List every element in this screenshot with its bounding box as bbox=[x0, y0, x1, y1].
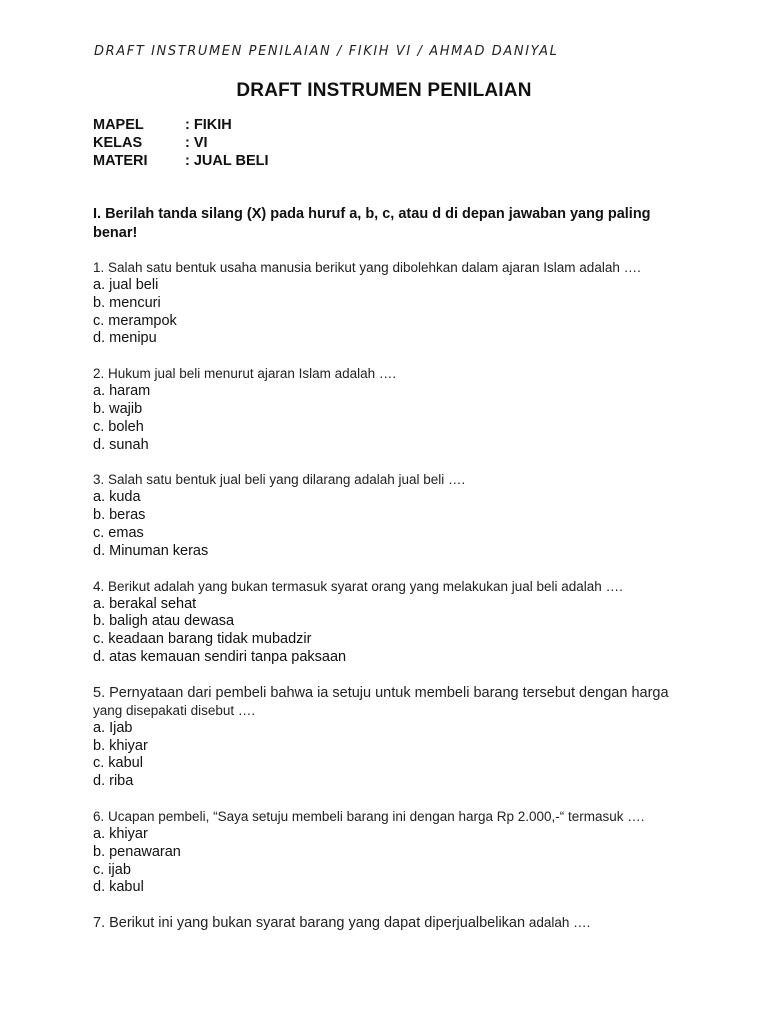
option-a: a. kuda bbox=[93, 489, 141, 506]
option-d: d. atas kemauan sendiri tanpa paksaan bbox=[93, 648, 347, 665]
option-b: b. wajib bbox=[93, 400, 143, 417]
question-text-tail: adalah …. bbox=[525, 915, 591, 931]
option-c: c. kabul bbox=[93, 755, 143, 772]
option-d: d. riba bbox=[93, 773, 134, 790]
question-2 bbox=[93, 365, 693, 454]
kelas-value: : VI bbox=[185, 135, 208, 151]
materi-label: MATERI bbox=[93, 153, 148, 169]
option-c: c. ijab bbox=[93, 861, 131, 878]
option-d: d. menipu bbox=[93, 330, 157, 347]
option-b: b. khiyar bbox=[93, 737, 148, 754]
question-text-line-2: yang disepakati disebut …. bbox=[93, 702, 256, 718]
option-c: c. keadaan barang tidak mubadzir bbox=[93, 631, 312, 648]
option-a: a. khiyar bbox=[93, 825, 148, 842]
document-title: DRAFT INSTRUMEN PENILAIAN bbox=[236, 80, 532, 101]
question-3 bbox=[93, 471, 693, 560]
question-text: 6. Ucapan pembeli, “Saya setuju membeli barang ini dengan harga Rp 2.000,-“ termasuk …. bbox=[93, 808, 645, 824]
option-a: a. haram bbox=[93, 383, 151, 400]
meta-block bbox=[93, 116, 269, 170]
materi-value: : JUAL BELI bbox=[185, 153, 269, 169]
question-text bbox=[93, 914, 693, 932]
option-a: a. Ijab bbox=[93, 719, 133, 736]
question-7 bbox=[93, 914, 693, 932]
option-d: d. sunah bbox=[93, 436, 149, 453]
option-c: c. merampok bbox=[93, 312, 177, 329]
meta-row-kelas bbox=[93, 134, 269, 152]
meta-row-materi bbox=[93, 152, 269, 170]
mapel-label: MAPEL bbox=[93, 117, 144, 133]
meta-row-mapel bbox=[93, 116, 269, 134]
option-b: b. penawaran bbox=[93, 843, 181, 860]
option-a: a. berakal sehat bbox=[93, 595, 197, 612]
question-text-line-1: 5. Pernyataan dari pembeli bahwa ia setuju untuk membeli barang tersebut dengan harga bbox=[93, 684, 669, 701]
option-b: b. baligh atau dewasa bbox=[93, 613, 235, 630]
instruction-text: I. Berilah tanda silang (X) pada huruf a, b, c, atau d di depan jawaban yang paling benar! bbox=[93, 206, 651, 241]
option-c: c. boleh bbox=[93, 418, 144, 435]
option-b: b. beras bbox=[93, 507, 146, 524]
question-6 bbox=[93, 808, 693, 897]
question-text: 1. Salah satu bentuk usaha manusia berikut yang dibolehkan dalam ajaran Islam adalah …. bbox=[93, 260, 641, 275]
option-c: c. emas bbox=[93, 524, 144, 541]
option-b: b. mencuri bbox=[93, 294, 161, 311]
question-text: 4. Berikut adalah yang bukan termasuk syarat orang yang melakukan jual beli adalah …. bbox=[93, 578, 623, 594]
option-a: a. jual beli bbox=[93, 277, 159, 293]
kelas-label: KELAS bbox=[93, 135, 143, 151]
question-text: 2. Hukum jual beli menurut ajaran Islam adalah …. bbox=[93, 366, 397, 382]
question-list bbox=[93, 259, 693, 949]
option-d: d. Minuman keras bbox=[93, 542, 209, 559]
question-1 bbox=[93, 259, 693, 348]
question-5 bbox=[93, 684, 693, 791]
mapel-value: : FIKIH bbox=[185, 117, 232, 133]
question-text: 3. Salah satu bentuk jual beli yang dilarang adalah jual beli …. bbox=[93, 472, 466, 488]
question-text-main: 7. Berikut ini yang bukan syarat barang yang dapat diperjualbelikan bbox=[93, 915, 526, 932]
running-header: DRAFT INSTRUMEN PENILAIAN / FIKIH VI / AHMAD DANIYAL bbox=[94, 44, 559, 59]
option-d: d. kabul bbox=[93, 879, 144, 896]
question-4 bbox=[93, 578, 693, 667]
